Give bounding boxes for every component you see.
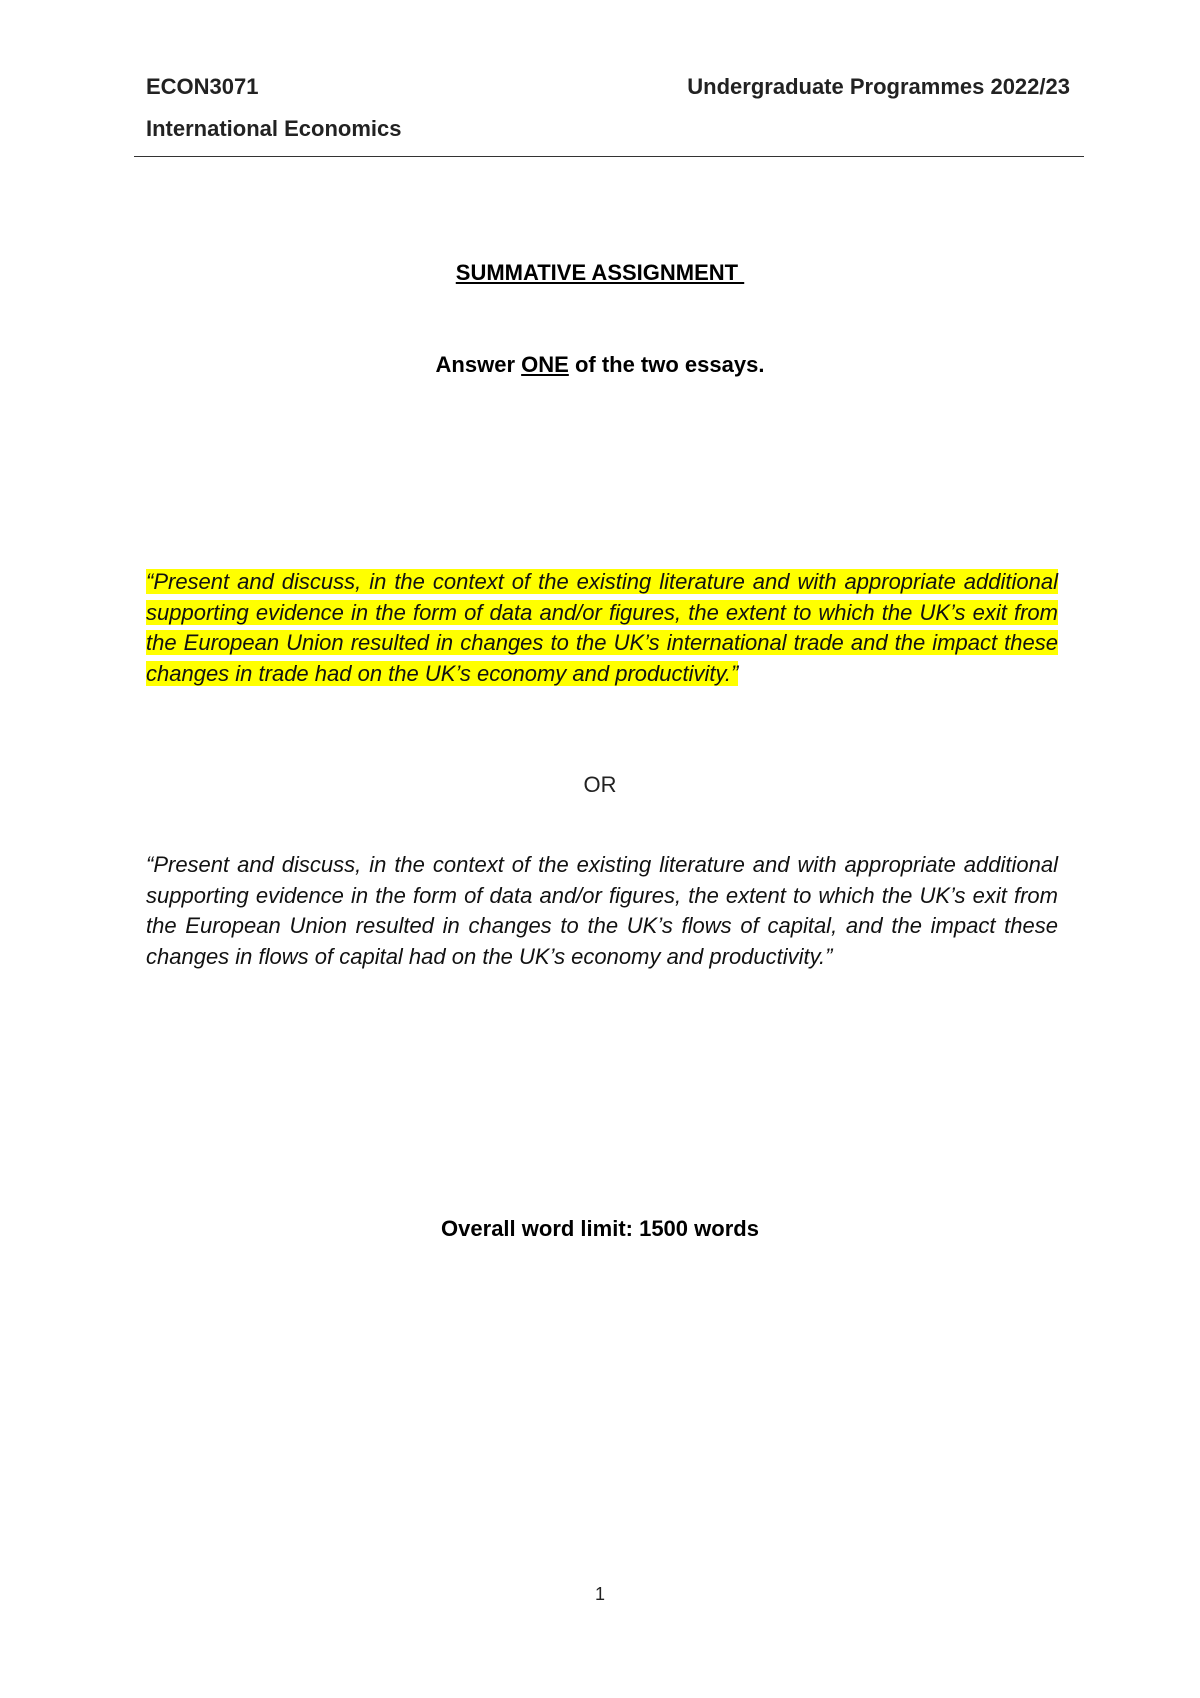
programme-label: Undergraduate Programmes 2022/23	[687, 74, 1070, 99]
essay-option-1-text: “Present and discuss, in the context of the existing literature and with appropriate additional supporting evidence in the form of data and/or figures, the extent to which the UK’s exit from the European Union resulted in changes to the UK’s international trade and the impact these changes in trade had on the UK’s economy and productivity.”	[146, 569, 1058, 686]
word-limit: Overall word limit: 1500 words	[441, 1216, 759, 1241]
instruction-prefix: Answer	[435, 352, 522, 377]
essay-option-2	[146, 850, 1058, 972]
assignment-title	[0, 260, 1200, 286]
instruction-emphasis: ONE	[521, 352, 569, 377]
or-separator: OR	[583, 772, 617, 797]
header-divider	[134, 156, 1084, 157]
essay-option-1	[146, 567, 1058, 689]
course-code: ECON3071	[146, 74, 259, 99]
instruction-suffix: of the two essays.	[568, 352, 765, 377]
assignment-title-text: SUMMATIVE ASSIGNMENT	[455, 260, 745, 285]
essay-option-2-text: “Present and discuss, in the context of the existing literature and with appropriate additional supporting evidence in the form of data and/or figures, the extent to which the UK’s exit from the European Union resulted in changes to the UK’s flows of capital, and the impact these changes in flows of capital had on the UK’s economy and productivity.”	[146, 852, 1058, 969]
module-name: International Economics	[146, 116, 402, 141]
assignment-instruction	[0, 352, 1200, 378]
page-number: 1	[594, 1584, 605, 1604]
